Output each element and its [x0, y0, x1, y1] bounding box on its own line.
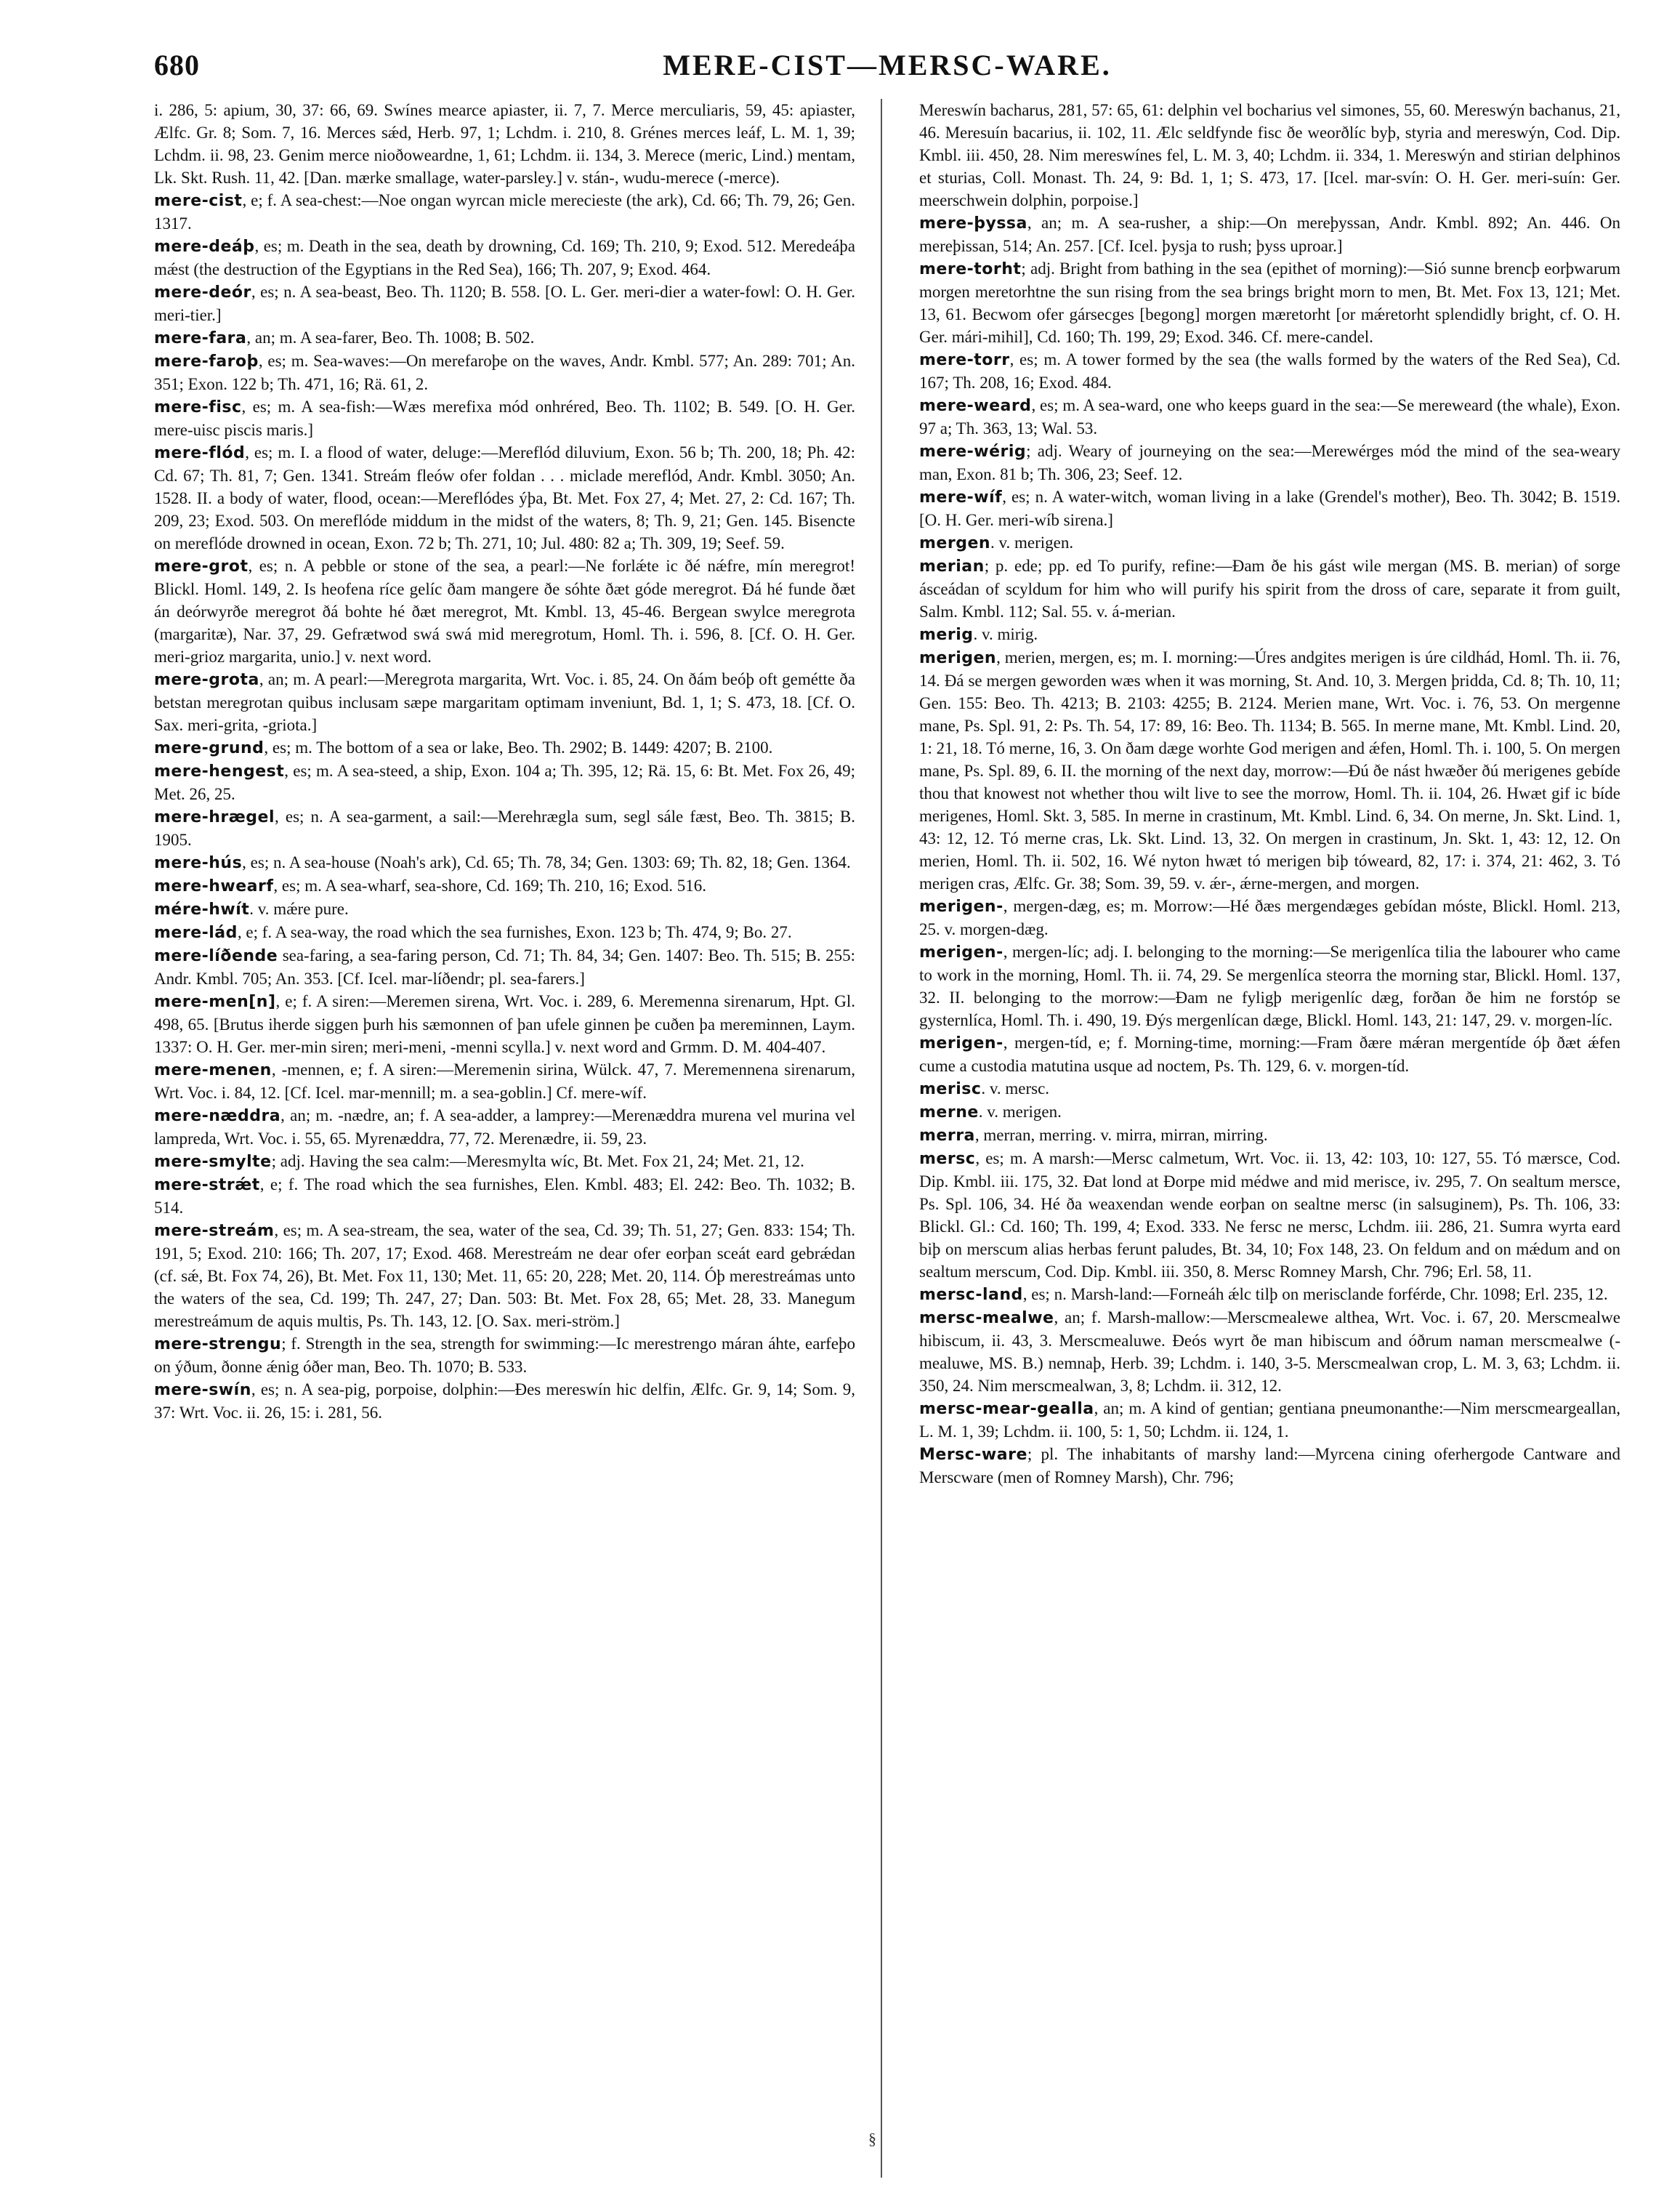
two-column-body	[154, 99, 1620, 2178]
entry-definition: , es; m. The bottom of a sea or lake, Beo. Th. 2902; B. 1449: 4207; B. 2100.	[264, 738, 773, 757]
entry-headword: merne	[919, 1103, 979, 1122]
entry-headword: mere-strǽt	[154, 1176, 260, 1194]
entry-headword: mersc-mealwe	[919, 1309, 1054, 1327]
entry-definition: , es; n. A sea-beast, Beo. Th. 1120; B. 558. [O. L. Ger. meri-dier a water-fowl: O. H. Ger. meri-tier.]	[154, 283, 855, 324]
dictionary-entry	[919, 257, 1620, 348]
entry-definition: , es; m. Death in the sea, death by drowning, Cd. 169; Th. 210, 9; Exod. 512. Meredeáþa mǽst (the destruction of the Egyptians in the Red Sea), 166; Th. 207, 9; Exod. 464.	[154, 237, 855, 278]
dictionary-entry	[154, 99, 855, 189]
entry-headword: mere-swín	[154, 1381, 251, 1399]
entry-headword: mere-men[n]	[154, 993, 276, 1011]
dictionary-entry	[919, 1031, 1620, 1077]
page-number: 680	[154, 49, 200, 81]
dictionary-entry	[919, 348, 1620, 394]
entry-definition: , es; n. A water-witch, woman living in a lake (Grendel's mother), Beo. Th. 3042; B. 1519. [O. H. Ger. meri-wíb sirena.]	[919, 488, 1620, 529]
entry-headword: Mersc-ware	[919, 1446, 1027, 1464]
dictionary-entry	[154, 805, 855, 851]
entry-definition: ; adj. Bright from bathing in the sea (epithet of morning):—Sió sunne brencþ eorþwarum morgen meretorhtne the sun rising from the sea brings bright morn to men, Bt. Met. Fox 13, 121; Met. 13, 61. Becwom ofer gársecges [begong] morgen mæretorht [or mǽretorht splendidly bright, cf. O. H. Ger. mári-mihil], Cd. 160; Th. 199, 29; Exod. 346. Cf. mere-candel.	[919, 259, 1620, 346]
entry-headword: mere-strengu	[154, 1335, 282, 1353]
entry-definition: . v. mersc.	[981, 1079, 1050, 1098]
entry-definition: , mergen-tíd, e; f. Morning-time, morning:—Fram ðære mǽran mergentíde óþ ðæt ǽfen cume a custodia matutina usque ad noctem, Ps. Th. 129, 6. v. morgen-tíd.	[919, 1034, 1620, 1075]
dictionary-entry	[154, 668, 855, 736]
entry-definition: , mergen-dæg, es; m. Morrow:—Hé ðæs mergendæges gebídan móste, Blickl. Homl. 213, 25. v. morgen-dæg.	[919, 897, 1620, 938]
dictionary-entry	[919, 646, 1620, 895]
dictionary-entry	[154, 326, 855, 350]
dictionary-entry	[919, 1283, 1620, 1306]
entry-headword: mergen	[919, 534, 991, 552]
entry-definition: , es; n. A sea-pig, porpoise, dolphin:—Ðes mereswín hic delfin, Ælfc. Gr. 9, 14; Som. 9, 37: Wrt. Voc. ii. 26, 15: i. 281, 56.	[154, 1380, 855, 1422]
entry-definition: , es; n. A sea-garment, a sail:—Merehrægla sum, segl sále fæst, Beo. Th. 3815; B. 1905.	[154, 808, 855, 849]
dictionary-entry	[154, 1219, 855, 1332]
entry-definition: sea-faring, a sea-faring person, Cd. 71; Th. 84, 34; Gen. 1407: Beo. Th. 515; B. 255: Andr. Kmbl. 705; An. 353. [Cf. Icel. mar-líðendr; pl. sea-farers.]	[154, 946, 855, 988]
entry-definition: , es; m. A marsh:—Mersc calmetum, Wrt. Voc. ii. 13, 42: 103, 10: 127, 55. Tó mærsce, Cod. Dip. Kmbl. iii. 175, 32. Ðat lond at Ðorpe mid médwe and mid merisce, iv. 295, 7. On sealtum mersce, Ps. Spl. 106, 34. Hé ða weaxendan wende eorþan on sealtne mersc (in salsuginem), Ps. Th. 106, 33: Blickl. Gl.: Cd. 160; Th. 199, 4; Exod. 333. Ne fersc ne mersc, Lchdm. iii. 286, 21. Sumra wyrta eard biþ on merscum alias herbas ferunt paludes, Bt. 34, 10; Fox 148, 23. On feldum and on mǽdum and on sealtum merscum, Cod. Dip. Kmbl. iii. 350, 8. Mersc Romney Marsh, Chr. 796; Erl. 58, 11.	[919, 1149, 1620, 1281]
dictionary-entry	[154, 921, 855, 944]
running-head: MERE-CIST—MERSC-WARE.	[663, 49, 1112, 81]
entry-definition: . v. merigen.	[978, 1103, 1062, 1121]
entry-headword: mere-hrægel	[154, 808, 275, 826]
entry-definition: , mergen-líc; adj. I. belonging to the morning:—Se merigenlíca tilia the labourer who came to work in the morning, Homl. Th. ii. 74, 29. Se mergenlíca steorra the morning star, Blickl. Homl. 137, 32. II. belonging to the morrow:—Ðam ne fyligþ merigenlíc dæg, forðan ðe him ne forstóp se gysternlíca, Homl. Th. i. 490, 19. Ðýs mergenlícan dæge, Blickl. Homl. 143, 21: 147, 29. v. morgen-líc.	[919, 943, 1620, 1029]
dictionary-entry	[154, 760, 855, 805]
entry-definition: , es; n. A sea-house (Noah's ark), Cd. 65; Th. 78, 34; Gen. 1303: 69; Th. 82, 18; Gen. 1364.	[242, 853, 851, 871]
entry-headword: mere-líðende	[154, 947, 278, 965]
page-header	[154, 41, 1620, 99]
entry-definition: , merien, mergen, es; m. I. morning:—Úres andgites merigen is úre cildhád, Homl. Th. ii. 76, 14. Ðá se mergen geworden wæs when it was morning, St. And. 10, 3. Mergen þridda, Cd. 8; Th. 10, 11; Gen. 155: Beo. Th. 4213; B. 2103: 4255; B. 2124. Merien mane, Wrt. Voc. i. 76, 53. On mergenne mane, Ps. Spl. 91, 2: Ps. Th. 54, 17: 89, 16: Beo. Th. 1134; B. 565. In merne mane, Mt. Kmbl. Lind. 20, 1: 21, 18. Tó merne, 16, 3. On ðam dæge worhte God merigen and ǽfen, Homl. Th. i. 100, 5. On mergen mane, Ps. Spl. 89, 6. II. the morning of the next day, morrow:—Ðú ðe nást hwæðer ðú merigenes gebíde thou that knowest not whether thou wilt live to see the morrow, Homl. Th. ii. 104, 26. Hwæt gif ic bíde merigenes, Homl. Skt. 3, 585. In merne in crastinum, Mt. Kmbl. Lind. 6, 34. On merne, Jn. Skt. Lind. 1, 43: 12, 12. Tó merne cras, Lk. Skt. Lind. 13, 32. On mergen in crastinum, Jn. Skt. 1, 43: 12, 12. On merien, Homl. Th. ii. 502, 16. Wé nyton hwæt tó merigen biþ tóweard, 82, 17: i. 374, 21: 462, 3. Tó merigen cras, Ælfc. Gr. 38; Som. 39, 59. v. ǽr-, ǽrne-mergen, and morgen.	[919, 648, 1620, 893]
entry-headword: mere-weard	[919, 397, 1032, 415]
entry-definition: , es; n. A pebble or stone of the sea, a pearl:—Ne forlǽte ic ðé nǽfre, mín meregrot! Blickl. Homl. 149, 2. Is heofena ríce gelíc ðam mangere ðe sóhte ðæt góde meregrot. Ðá hé funde ðæt án deórwyrðe meregrot ðá bohte hé ðæt meregrot, Mt. Kmbl. 13, 45-46. Bergean swylce meregrota (margaritæ), Nar. 37, 29. Gefrætwod swá swá mid meregrotum, Homl. Th. i. 596, 8. [Cf. O. H. Ger. meri-grioz margarita, unio.] v. next word.	[154, 557, 855, 666]
entry-headword: mere-flód	[154, 444, 246, 462]
entry-headword: mere-hengest	[154, 762, 285, 781]
entry-headword: mere-deór	[154, 283, 251, 302]
dictionary-entry	[919, 623, 1620, 646]
entry-definition: i. 286, 5: apium, 30, 37: 66, 69. Swínes mearce apiaster, ii. 7, 7. Merce merculiaris, 59, 45: apiaster, Ælfc. Gr. 8; Som. 7, 16. Merces sǽd, Herb. 97, 1; Lchdm. i. 210, 8. Grénes merces leáf, L. M. 1, 39; Lchdm. ii. 98, 23. Genim merce nioðoweardne, 1, 61; Lchdm. ii. 134, 3. Merece (meric, Lind.) mentam, Lk. Skt. Rush. 11, 42. [Dan. mærke smallage, water-parsley.] v. stán-, wudu-merece (-merce).	[154, 101, 855, 187]
entry-headword: mere-þyssa	[919, 214, 1027, 233]
dictionary-entry	[154, 441, 855, 555]
entry-headword: merra	[919, 1127, 975, 1145]
dictionary-entry	[919, 1306, 1620, 1397]
entry-definition: ; adj. Having the sea calm:—Meresmylta wíc, Bt. Met. Fox 21, 24; Met. 21, 12.	[271, 1152, 804, 1170]
dictionary-entry	[154, 235, 855, 281]
dictionary-entry	[154, 990, 855, 1058]
entry-headword: mere-næddra	[154, 1107, 281, 1125]
entry-definition: , e; f. A sea-way, the road which the sea furnishes, Exon. 123 b; Th. 474, 9; Bo. 27.	[237, 923, 792, 941]
dictionary-entry	[154, 189, 855, 235]
entry-definition: . v. mǽre pure.	[249, 900, 349, 918]
entry-headword: mere-cist	[154, 192, 243, 210]
entry-definition: ; pl. The inhabitants of marshy land:—Myrcena cining oferhergode Cantware and Merscware (men of Romney Marsh), Chr. 796;	[919, 1445, 1620, 1486]
entry-headword: mere-torht	[919, 260, 1022, 278]
dictionary-entry	[919, 99, 1620, 212]
dictionary-entry	[154, 944, 855, 990]
entry-headword: mersc-land	[919, 1286, 1023, 1304]
entry-headword: mere-wérig	[919, 443, 1027, 461]
entry-headword: merigen-	[919, 898, 1003, 916]
dictionary-entry	[154, 1378, 855, 1424]
right-column	[919, 99, 1620, 2178]
entry-headword: merigen-	[919, 943, 1003, 962]
entry-definition: , es; m. A sea-ward, one who keeps guard in the sea:—Se mereweard (the whale), Exon. 97 a; Th. 363, 13; Wal. 53.	[919, 396, 1620, 438]
entry-headword: mere-deáþ	[154, 238, 255, 256]
entry-headword: mere-streám	[154, 1222, 275, 1240]
dictionary-entry	[154, 851, 855, 874]
entry-definition: ; p. ede; pp. ed To purify, refine:—Ðam ðe his gást wile mergan (MS. B. merian) of sorge ásceádan of scyldum for him who will purify his spirit from the dross of care, separate it from guilt, Salm. Kmbl. 112; Sal. 55. v. á-merian.	[919, 557, 1620, 621]
dictionary-entry	[919, 1443, 1620, 1489]
entry-headword: mere-torr	[919, 351, 1010, 369]
dictionary-entry	[919, 555, 1620, 623]
entry-definition: , an; m. A pearl:—Meregrota margarita, Wrt. Voc. i. 85, 24. On ðám beóþ oft gemétte ða betstan meregrotan quibus inclusam sæpe margaritam optimam inveniunt, Bd. 1, 1; S. 473, 18. [Cf. O. Sax. meri-grita, -griota.]	[154, 670, 855, 734]
dictionary-entry	[919, 394, 1620, 440]
entry-headword: merisc	[919, 1080, 982, 1098]
entry-headword: mere-lád	[154, 924, 238, 942]
entry-headword: mere-fara	[154, 329, 247, 347]
dictionary-entry	[919, 1124, 1620, 1147]
entry-headword: mersc-mear-gealla	[919, 1400, 1094, 1418]
dictionary-entry	[154, 874, 855, 898]
dictionary-entry	[154, 1332, 855, 1378]
dictionary-entry	[919, 440, 1620, 486]
dictionary-entry	[919, 486, 1620, 531]
entry-headword: merigen	[919, 649, 997, 667]
entry-definition: , an; m. A kind of gentian; gentiana pneumonanthe:—Nim merscmeargeallan, L. M. 1, 39; Lchdm. ii. 100, 5: 1, 50; Lchdm. ii. 124, 1.	[919, 1399, 1620, 1441]
entry-definition: . v. merigen.	[990, 534, 1074, 552]
entry-definition: , e; f. A sea-chest:—Noe ongan wyrcan micle merecieste (the ark), Cd. 66; Th. 79, 26; Gen. 1317.	[154, 191, 855, 233]
entry-definition: , merran, merring. v. mirra, mirran, mirring.	[974, 1126, 1268, 1144]
entry-definition: , es; m. A sea-steed, a ship, Exon. 104 a; Th. 395, 12; Rä. 15, 6: Bt. Met. Fox 26, 49; Met. 26, 25.	[154, 762, 855, 803]
dictionary-entry	[154, 898, 855, 921]
entry-headword: mere-grot	[154, 557, 249, 576]
entry-headword: merigen-	[919, 1034, 1003, 1052]
dictionary-entry	[154, 555, 855, 668]
entry-headword: mere-hwearf	[154, 877, 274, 895]
dictionary-entry	[919, 1147, 1620, 1283]
entry-definition: ; f. Strength in the sea, strength for swimming:—Ic merestrengo máran áhte, earfeþo on ýðum, ðonne ǽnig óðer man, Beo. Th. 1070; B. 533.	[154, 1334, 855, 1376]
dictionary-entry	[919, 895, 1620, 941]
dictionary-entry	[919, 212, 1620, 257]
entry-definition: , es; n. Marsh-land:—Forneáh ǽlc tilþ on merisclande forférde, Chr. 1098; Erl. 235, 12.	[1022, 1285, 1608, 1303]
entry-definition: , an; m. A sea-rusher, a ship:—On mereþyssan, Andr. Kmbl. 892; An. 446. On mereþissan, 514; An. 257. [Cf. Icel. þysja to rush; þyss uproar.]	[919, 214, 1620, 255]
entry-definition: , es; m. A sea-stream, the sea, water of the sea, Cd. 39; Th. 51, 27; Gen. 833: 154; Th. 191, 5; Exod. 210: 166; Th. 207, 17; Exod. 468. Merestreám ne dear ofer eorþan sceát eard gebrǽdan (cf. sǽ, Bt. Fox 74, 26), Bt. Met. Fox 11, 130; Met. 11, 65: 20, 228; Met. 20, 114. Óþ merestreámas unto the waters of the sea, Cd. 199; Th. 247, 27; Dan. 503: Bt. Met. Fox 28, 65; Met. 28, 33. Manegum merestreámum de aquis multis, Ps. Th. 143, 12. [O. Sax. meri-ström.]	[154, 1221, 855, 1330]
entry-definition: , es; m. I. a flood of water, deluge:—Mereflód diluvium, Exon. 56 b; Th. 200, 18; Ph. 42: Cd. 67; Th. 81, 7; Gen. 1341. Streám fleów ofer foldan . . . miclade mereflód, Andr. Kmbl. 3050; An. 1528. II. a body of water, flood, ocean:—Mereflódes ýþa, Bt. Met. Fox 27, 4; Met. 27, 2: Cd. 167; Th. 209, 23; Exod. 503. On mereflóde middum in the midst of the waters, 8; Th. 9, 21; Gen. 145. Bisencte on mereflóde drowned in ocean, Exon. 72 b; Th. 271, 10; Jul. 480: 82 a; Th. 309, 19; Seef. 59.	[154, 443, 855, 552]
dictionary-entry	[919, 1100, 1620, 1124]
entry-definition: , an; m. -nædre, an; f. A sea-adder, a lamprey:—Merenæddra murena vel murina vel lampreda, Wrt. Voc. i. 55, 65. Myrenæddra, 77, 72. Merenædre, ii. 59, 23.	[154, 1106, 855, 1148]
entry-headword: mére-hwít	[154, 901, 250, 919]
dictionary-entry	[154, 736, 855, 760]
dictionary-entry	[154, 281, 855, 326]
dictionary-entry	[154, 1104, 855, 1150]
dictionary-entry	[154, 1058, 855, 1104]
footer-ornament: §	[868, 2130, 876, 2148]
entry-definition: , an; f. Marsh-mallow:—Merscmealewe althea, Wrt. Voc. i. 67, 20. Merscmealwe hibiscum, ii. 43, 3. Merscmealuwe. Ðeós wyrt ðe man hibiscum and óðrum naman merscmealwe (-mealuwe, MS. B.) nemnaþ, Herb. 39; Lchdm. i. 140, 3-5. Merscmealwan crop, L. M. 3, 63; Lchdm. ii. 350, 24. Nim merscmealwan, 3, 8; Lchdm. ii. 312, 12.	[919, 1308, 1620, 1395]
column-divider	[881, 99, 882, 2178]
dictionary-entry	[919, 1397, 1620, 1443]
dictionary-entry	[154, 395, 855, 441]
dictionary-entry	[154, 1173, 855, 1219]
entry-definition: , an; m. A sea-farer, Beo. Th. 1008; B. 502.	[246, 329, 535, 347]
entry-definition: . v. mirig.	[973, 625, 1038, 643]
entry-headword: mere-smylte	[154, 1153, 272, 1171]
entry-definition: , es; m. A tower formed by the sea (the walls formed by the waters of the Red Sea), Cd. 167; Th. 208, 16; Exod. 484.	[919, 350, 1620, 392]
entry-definition: , e; f. A siren:—Meremen sirena, Wrt. Voc. i. 289, 6. Meremenna sirenarum, Hpt. Gl. 498, 65. [Brutus iherde siggen þurh his sæmonnen of þan ufele ginnen þe cuðen þa mereminnen, Laym. 1337: O. H. Ger. mer-min siren; meri-meni, -menni scylla.] v. next word and Grmm. D. M. 404-407.	[154, 992, 855, 1056]
entry-headword: mere-faroþ	[154, 353, 259, 371]
entry-headword: merig	[919, 626, 974, 644]
entry-definition: , es; m. A sea-wharf, sea-shore, Cd. 169; Th. 210, 16; Exod. 516.	[273, 877, 706, 895]
dictionary-entry	[919, 1077, 1620, 1100]
entry-definition: ; adj. Weary of journeying on the sea:—Merewérges mód the mind of the sea-weary man, Exon. 81 b; Th. 306, 23; Seef. 12.	[919, 442, 1620, 483]
entry-headword: mere-hús	[154, 854, 243, 872]
dictionary-entry	[919, 941, 1620, 1031]
entry-headword: mersc	[919, 1150, 976, 1168]
dictionary-entry	[154, 1150, 855, 1173]
entry-headword: mere-menen	[154, 1061, 272, 1079]
entry-definition: , -mennen, e; f. A siren:—Meremenin sirina, Wülck. 47, 7. Meremennena sirenarum, Wrt. Voc. i. 84, 12. [Cf. Icel. mar-mennill; m. a sea-goblin.] Cf. mere-wíf.	[154, 1060, 855, 1102]
entry-definition: , e; f. The road which the sea furnishes, Elen. Kmbl. 483; El. 242: Beo. Th. 1032; B. 514.	[154, 1175, 855, 1217]
entry-headword: merian	[919, 557, 985, 576]
dictionary-entry	[919, 531, 1620, 555]
entry-definition: , es; m. Sea-waves:—On merefaroþe on the waves, Andr. Kmbl. 577; An. 289: 701; An. 351; Exon. 122 b; Th. 471, 16; Rä. 61, 2.	[154, 352, 855, 393]
entry-headword: mere-wíf	[919, 488, 1003, 507]
entry-headword: mere-grota	[154, 671, 259, 689]
entry-definition: , es; m. A sea-fish:—Wæs merefixa mód onhréred, Beo. Th. 1102; B. 549. [O. H. Ger. mere-uisc piscis maris.]	[154, 398, 855, 439]
entry-headword: mere-grund	[154, 739, 264, 757]
dictionary-entry	[154, 350, 855, 395]
entry-headword: mere-fisc	[154, 398, 242, 416]
left-column	[154, 99, 855, 2178]
entry-definition: Mereswín bacharus, 281, 57: 65, 61: delphin vel bocharius vel simones, 55, 60. Mereswýn bachanus, 21, 46. Meresuín bacarius, ii. 102, 11. Ælc seldfynde fisc ðe weorðlíc byþ, styria and mereswýn, Cod. Dip. Kmbl. iii. 450, 28. Nim mereswínes fel, L. M. 3, 40; Lchdm. ii. 334, 1. Mereswýn and stirian delphinos et sturias, Coll. Monast. Th. 24, 9: Bd. 1, 1; S. 473, 17. [Icel. mar-svín: O. H. Ger. meri-suín: Ger. meerschwein dolphin, porpoise.]	[919, 101, 1620, 209]
